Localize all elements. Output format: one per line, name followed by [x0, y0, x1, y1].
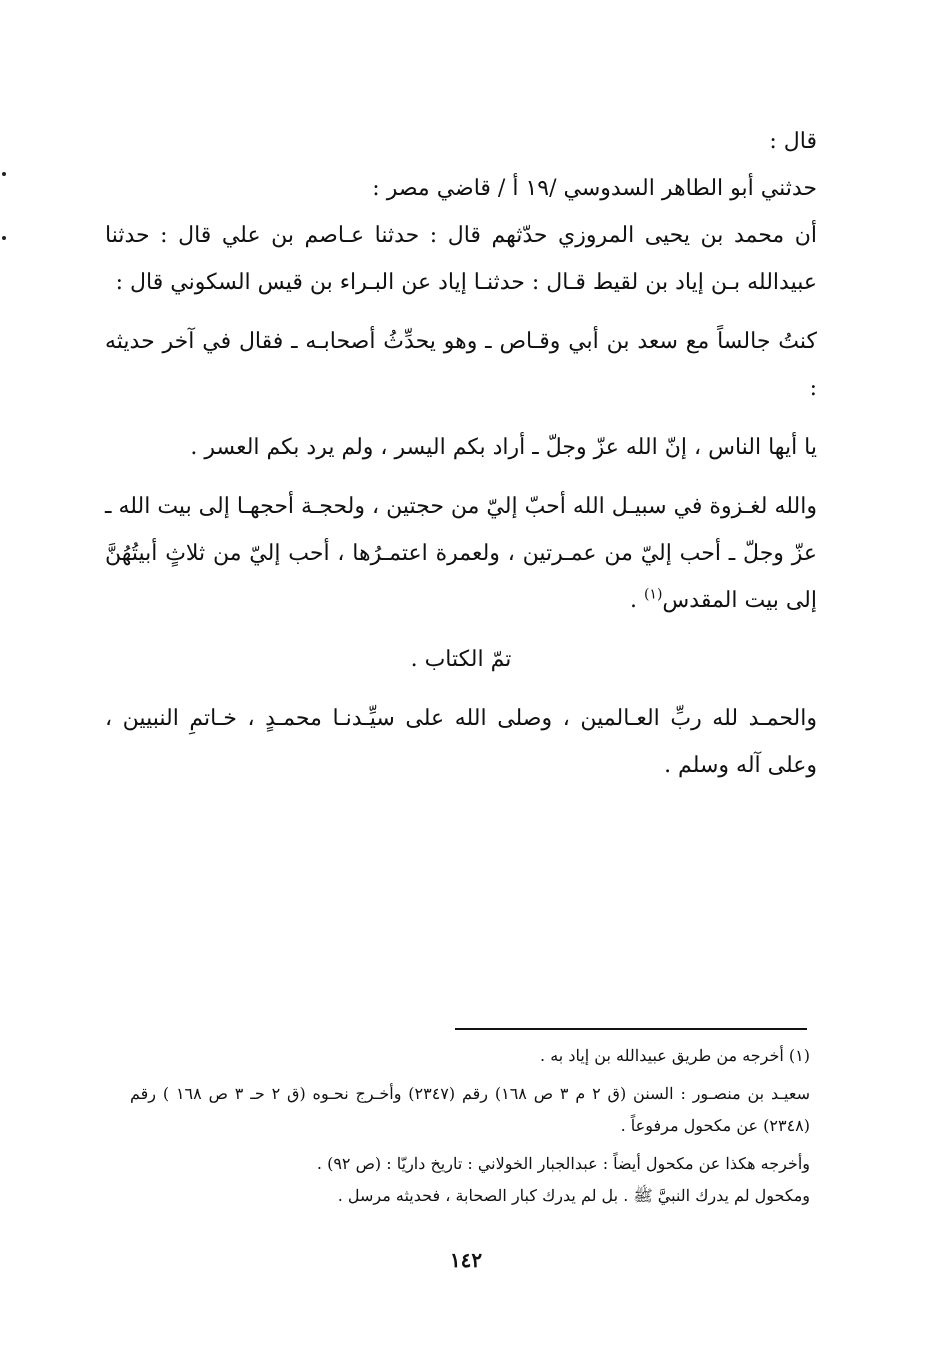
main-text [105, 118, 817, 789]
paragraph-wallahi-text: والله لغـزوة في سبيـل الله أحبّ إليّ من حجتين ، ولحجـة أحجهـا إلى بيت الله ـ عزّ وجلّ ـ أحب إليّ من عمـرتين ، ولعمرة اعتمـرُها ، أحب إليّ من ثلاثٍ أبيتُهُنَّ إلى بيت المقدس [105, 494, 817, 613]
footnote-1-makhul: ومكحول لم يدرك النبيَّ ﷺ . بل لم يدرك كبار الصحابة ، فحديثه مرسل . [337, 1186, 810, 1205]
footnote-1-source: سعيـد بن منصـور : السنن (ق ٢ م ٣ ص ١٦٨) رقم (٢٣٤٧) وأخـرج نحـوه (ق ٢ حـ ٣ ص ١٦٨ ) رقم (٢٣٤٨) عن مكحول مرفوعاً . [130, 1084, 811, 1135]
paragraph-ya-ayyuha: يا أيها الناس ، إنّ الله عزّ وجلّ ـ أراد بكم اليسر ، ولم يرد بكم العسر . [190, 435, 817, 460]
footnotes [130, 1040, 810, 1212]
paragraph-qal: قال : [769, 129, 817, 154]
footnote-1: (١) أخرجه من طريق عبيدالله بن إياد به . [540, 1046, 810, 1065]
footnote-marker[interactable]: (١) [643, 586, 663, 603]
margin-mark [2, 236, 6, 240]
paragraph-narrator: حدثني أبو الطاهر السدوسي /١٩ أ / قاضي مصر : [372, 176, 817, 201]
paragraph-kuntu: كنتُ جالساً مع سعد بن أبي وقـاص ـ وهو يحدِّثُ أصحابـه ـ فقال في آخر حديثه : [105, 329, 817, 401]
margin-mark [2, 172, 6, 176]
paragraph-wallahi-end: . [629, 588, 644, 613]
footnote-1-khawlani: وأخرجه هكذا عن مكحول أيضاً : عبدالجبار الخولاني : تاريخ داريّا : (ص ٩٢) . [316, 1154, 810, 1173]
paragraph-hamd: والحمـد لله ربِّ العـالمين ، وصلى الله على سيِّـدنـا محمـدٍ ، خـاتمِ النبيين ، وعلى آله وسلم . [105, 706, 817, 778]
paragraph-isnad: أن محمد بن يحيى المروزي حدّثهم قال : حدثنا عـاصم بن علي قال : حدثنا عبيدالله بـن إياد بن لقيط قـال : حدثنـا إياد عن البـراء بن قيس السكوني قال : [105, 223, 817, 295]
colophon-end: تمّ الكتاب . [410, 647, 512, 672]
page-number: ١٤٢ [449, 1248, 483, 1272]
footnote-divider [455, 1028, 807, 1030]
paragraph-wallahi [105, 483, 817, 624]
